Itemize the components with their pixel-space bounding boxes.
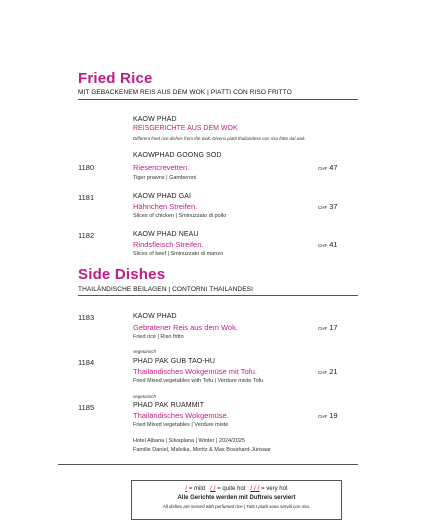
item-description: Fried rice | Riso fritto [133, 334, 184, 340]
rice-note-de: Alle Gerichte werden mit Duftreis serviert [177, 495, 296, 501]
vegetarian-tag: vegetarisch [133, 349, 157, 354]
side-dishes-subtitle: THAILÄNDISCHE BEILAGEN | CONTORNI THAILANDESI [78, 286, 253, 293]
item-number: 1185 [78, 403, 95, 412]
item-number: 1184 [78, 358, 95, 367]
rice-note-en-it: All dishes are served with perfumed rice | Tutti I piatti sono serviti con riso. [162, 504, 311, 509]
item-price: CHF 21 [318, 367, 338, 376]
side-dishes-title: Side Dishes [78, 266, 166, 283]
fried-rice-subtitle: MIT GEBACKENEM REIS AUS DEM WOK | PIATTI CON RISO FRITTO [78, 89, 292, 96]
hot-label: = quite hot [217, 486, 246, 492]
section-divider [78, 99, 358, 100]
item-description: Fried Mixed vegetables with Tofu | Verdure miste Tofu [133, 378, 264, 384]
footer-divider [58, 464, 358, 465]
item-name: KAOWPHAD GOONG SOD [133, 152, 222, 159]
item-description: Slices of beef | Sminuzzato di manzo [133, 251, 224, 257]
item-number: 1181 [78, 193, 95, 202]
item-german: Gebratener Reis aus dem Wok. [133, 323, 238, 332]
item-description: Fried Mixed vegetables | Verdure miste [133, 422, 229, 428]
intro-german: REISGERICHTE AUS DEM WOK [133, 125, 238, 132]
item-number: 1183 [78, 313, 95, 322]
item-description: Tiger prawns | Gamberoni [133, 175, 197, 181]
item-number: 1180 [78, 163, 95, 172]
item-german: Rindsfleisch Streifen. [133, 240, 204, 249]
item-price: CHF 37 [318, 202, 338, 211]
item-price: CHF 41 [318, 240, 338, 249]
spice-scale [132, 485, 341, 492]
item-price: CHF 47 [318, 163, 338, 172]
intro-name: KAOW PHAD [133, 116, 177, 123]
item-german: Thailändisches Wokgemüse. [133, 411, 229, 420]
item-price: CHF 17 [318, 323, 338, 332]
item-name: PHAD PAK RUAMMIT [133, 402, 205, 409]
intro-description: Different fried rice dishes from the wok. Diversi piatti thailandese con riso fritto dal wok. [133, 136, 306, 141]
chili-mild-icon: / [185, 485, 188, 492]
item-german: Hähnchen Streifen. [133, 202, 198, 211]
footer-family: Familie Daniel, Malvika, Moritz & Max Bosshard-Jürisaar [133, 447, 271, 453]
chili-hot-icon: / / [210, 485, 216, 492]
fried-rice-title: Fried Rice [78, 70, 153, 87]
item-number: 1182 [78, 231, 95, 240]
item-name: KAOW PHAD [133, 313, 177, 320]
very-hot-label: = very hot [261, 486, 288, 492]
item-name: PHAD PAK GUB TAO-HU [133, 358, 216, 365]
section-divider [78, 295, 358, 296]
item-name: KAOW PHAD GAI [133, 193, 192, 200]
item-german: Riesencrevetten. [133, 163, 190, 172]
item-name: KAOW PHAD NEAU [133, 231, 199, 238]
spice-legend [131, 480, 342, 520]
item-description: Slices of chicken | Sminuzzato di pollo [133, 213, 227, 219]
chili-very-hot-icon: / / / [250, 485, 260, 492]
item-german: Thailändisches Wokgemüse mit Tofu. [133, 367, 257, 376]
mild-label: = mild [188, 486, 206, 492]
vegetarian-tag: vegetarisch [133, 394, 157, 399]
footer-hotel: Hotel Albana | Silvaplana | Winter | 2024/2025 [133, 438, 245, 444]
item-price: CHF 19 [318, 411, 338, 420]
